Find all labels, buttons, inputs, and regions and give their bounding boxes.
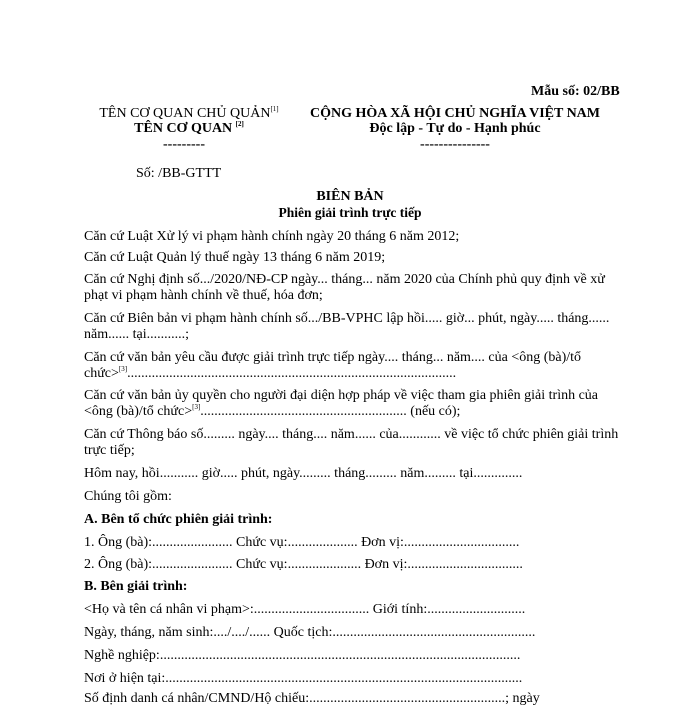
national-title: CỘNG HÒA XÃ HỘI CHỦ NGHĨA VIỆT NAM xyxy=(309,106,600,121)
basis-line-5b-text: chức> xyxy=(84,366,119,381)
national-motto: Độc lập - Tự do - Hạnh phúc xyxy=(369,121,541,136)
basis-line-6b xyxy=(84,405,460,419)
section-a-row-2: 2. Ông (bà):....................... Chức vụ:..................... Đơn vị:................................. xyxy=(84,557,523,572)
section-b-row-1: <Họ và tên cá nhân vi phạm>:................................. Giới tính:............................ xyxy=(84,602,526,617)
section-b-row-4: Nơi ở hiện tại:...................................................................................................... xyxy=(84,671,523,686)
agency-parent-text: TÊN CƠ QUAN CHỦ QUẢN xyxy=(99,106,271,121)
basis-line-4b: năm...... tại...........; xyxy=(84,327,189,342)
basis-line-6b-text: <ông (bà)/tổ chức> xyxy=(84,404,193,419)
footnote-2: [2] xyxy=(235,120,244,128)
section-b-row-2: Ngày, tháng, năm sinh:..../..../...... Quốc tịch:.......................................................... xyxy=(84,625,536,640)
basis-line-7a: Căn cứ Thông báo số......... ngày.... tháng.... năm...... của............ về việc tổ chức phiên giải trình xyxy=(84,427,619,442)
national-divider: --------------- xyxy=(420,137,490,152)
document-number: Số: /BB-GTTT xyxy=(136,166,222,181)
footnote-3: [3] xyxy=(118,365,128,373)
form-number: Mẫu số: 02/BB xyxy=(531,84,620,99)
agency-name-text: TÊN CƠ QUAN xyxy=(134,121,233,136)
footnote-1: [1] xyxy=(270,105,279,113)
basis-line-5b xyxy=(84,367,456,381)
footnote-3b: [3] xyxy=(192,403,201,411)
basis-line-5a: Căn cứ văn bản yêu cầu được giải trình trực tiếp ngày.... tháng... năm.... của <ông (bà)/tổ xyxy=(84,350,582,365)
basis-line-1: Căn cứ Luật Xử lý vi phạm hành chính ngày 20 tháng 6 năm 2012; xyxy=(84,229,460,244)
section-b-heading: B. Bên giải trình: xyxy=(84,579,188,594)
section-b-row-5: Số định danh cá nhân/CMND/Hộ chiếu:........................................................; ngày xyxy=(84,691,540,706)
basis-line-4a: Căn cứ Biên bản vi phạm hành chính số.../BB-VPHC lập hồi..... giờ... phút, ngày..... tháng...... xyxy=(84,311,610,326)
document-title: BIÊN BẢN xyxy=(316,189,384,204)
section-b-row-3: Nghề nghiệp:....................................................................................................... xyxy=(84,648,521,663)
meeting-time-line: Hôm nay, hồi........... giờ..... phút, ngày......... tháng......... năm......... tại.............. xyxy=(84,466,523,481)
basis-line-3b: phạt vi phạm hành chính về thuế, hóa đơn; xyxy=(84,288,323,303)
basis-line-3a: Căn cứ Nghị định số.../2020/NĐ-CP ngày... tháng... năm 2020 của Chính phủ quy định về xử xyxy=(84,272,605,287)
section-a-row-1: 1. Ông (bà):....................... Chức vụ:.................... Đơn vị:................................. xyxy=(84,535,520,550)
agency-divider: --------- xyxy=(163,137,205,152)
participants-intro: Chúng tôi gồm: xyxy=(84,489,172,504)
basis-line-5b-dots: .............................................................................................. xyxy=(127,366,457,381)
basis-line-6a: Căn cứ văn bản ủy quyền cho người đại diện hợp pháp về việc tham gia phiên giải trình của xyxy=(84,388,599,403)
section-a-heading: A. Bên tổ chức phiên giải trình: xyxy=(84,512,273,527)
basis-line-6b-dots: ........................................................... (nếu có); xyxy=(200,404,461,419)
document-subtitle: Phiên giải trình trực tiếp xyxy=(278,205,422,220)
basis-line-7b: trực tiếp; xyxy=(84,443,135,458)
agency-parent xyxy=(84,107,294,121)
agency-name xyxy=(84,122,294,136)
basis-line-2: Căn cứ Luật Quản lý thuế ngày 13 tháng 6 năm 2019; xyxy=(84,250,386,265)
